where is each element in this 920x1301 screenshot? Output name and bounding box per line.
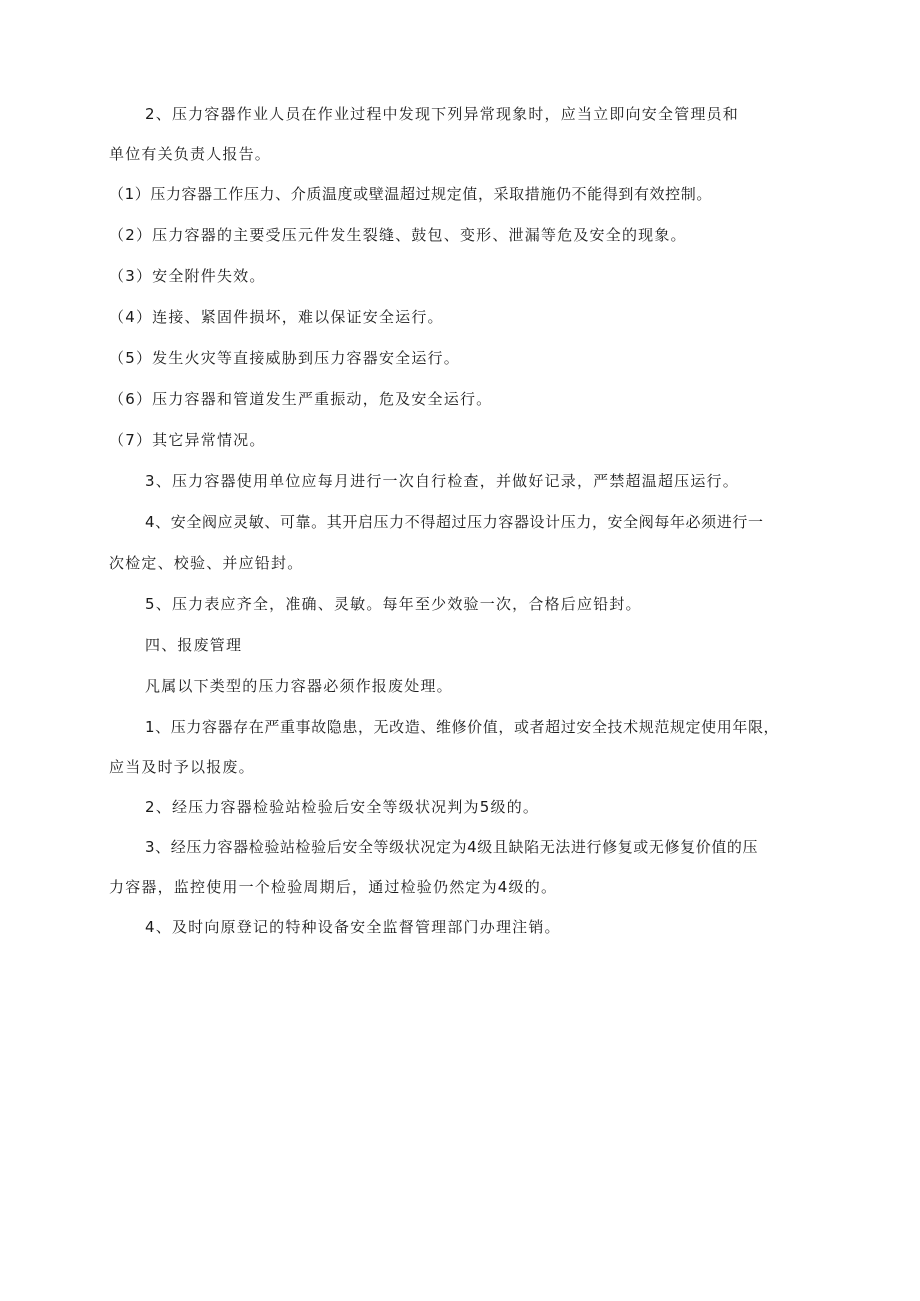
scrap-item-4: 4、及时向原登记的特种设备安全监督管理部门办理注销。 bbox=[145, 918, 561, 936]
paragraph-3: 3、压力容器使用单位应每月进行一次自行检查，并做好记录，严禁超温超压运行。 bbox=[145, 472, 739, 490]
item-6: （6）压力容器和管道发生严重振动，危及安全运行。 bbox=[109, 390, 493, 408]
item-3: （3）安全附件失效。 bbox=[109, 267, 266, 285]
scrap-intro: 凡属以下类型的压力容器必须作报废处理。 bbox=[145, 677, 453, 695]
item-4: （4）连接、紧固件损坏，难以保证安全运行。 bbox=[109, 308, 444, 326]
scrap-item-3-line-2: 力容器，监控使用一个检验周期后，通过检验仍然定为4级的。 bbox=[109, 878, 558, 896]
item-5: （5）发生火灾等直接威胁到压力容器安全运行。 bbox=[109, 349, 460, 367]
paragraph-4-line-1: 4、安全阀应灵敏、可靠。其开启压力不得超过压力容器设计压力，安全阀每年必须进行一 bbox=[145, 513, 764, 531]
section-heading-scrap-management: 四、报废管理 bbox=[145, 636, 243, 654]
scrap-item-3-line-1: 3、经压力容器检验站检验后安全等级状况定为4级且缺陷无法进行修复或无修复价值的压 bbox=[145, 838, 759, 856]
paragraph-2-line-1: 2、压力容器作业人员在作业过程中发现下列异常现象时，应当立即向安全管理员和 bbox=[145, 105, 739, 123]
paragraph-5: 5、压力表应齐全，准确、灵敏。每年至少效验一次，合格后应铅封。 bbox=[145, 595, 642, 613]
scrap-item-1-line-2: 应当及时予以报废。 bbox=[109, 758, 255, 776]
scrap-item-2: 2、经压力容器检验站检验后安全等级状况判为5级的。 bbox=[145, 798, 540, 816]
paragraph-2-line-2: 单位有关负责人报告。 bbox=[109, 145, 272, 163]
scrap-item-1-line-1: 1、压力容器存在严重事故隐患，无改造、维修价值，或者超过安全技术规范规定使用年限， bbox=[145, 718, 780, 736]
item-7: （7）其它异常情况。 bbox=[109, 431, 266, 449]
item-1: （1）压力容器工作压力、介质温度或壁温超过规定值，采取措施仍不能得到有效控制。 bbox=[109, 185, 712, 203]
item-2: （2）压力容器的主要受压元件发生裂缝、鼓包、变形、泄漏等危及安全的现象。 bbox=[109, 226, 687, 244]
paragraph-4-line-2: 次检定、校验、并应铅封。 bbox=[109, 554, 304, 572]
